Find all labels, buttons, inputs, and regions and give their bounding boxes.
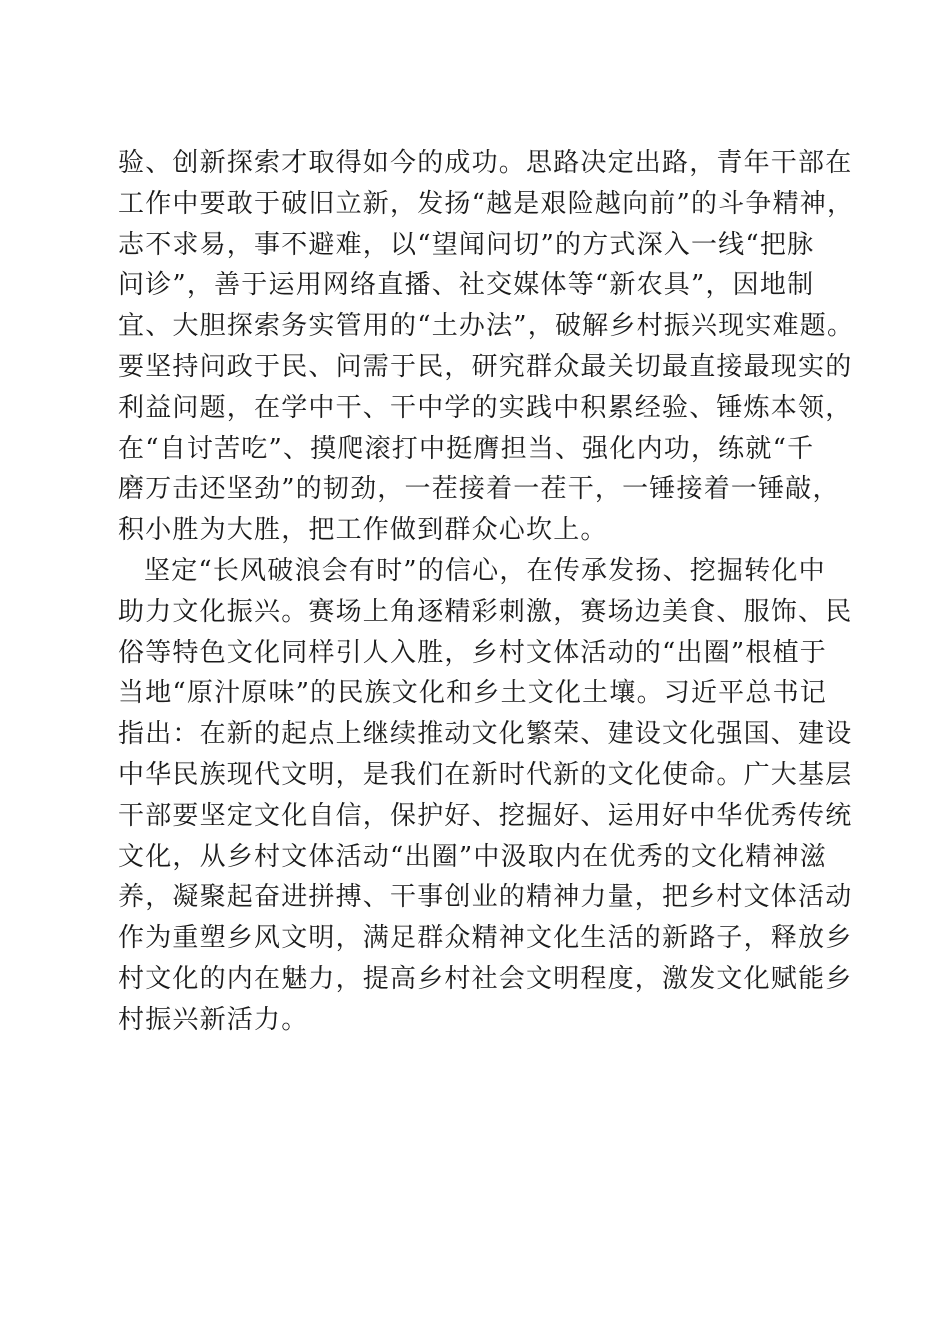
document-body bbox=[118, 143, 858, 1041]
text-line: 问诊”，善于运用网络直播、社交媒体等“新农具”，因地制 bbox=[118, 270, 815, 301]
text-line: 验、创新探索才取得如今的成功。思路决定出路，青年干部在 bbox=[118, 148, 853, 178]
text-line: 在“自讨苦吃”、摸爬滚打中挺膺担当、强化内功，练就“千 bbox=[118, 433, 815, 464]
text-line: 文化，从乡村文体活动“出圈”中汲取内在优秀的文化精神滋 bbox=[118, 841, 827, 872]
text-line: 养，凝聚起奋进拼搏、干事创业的精神力量，把乡村文体活动 bbox=[118, 882, 853, 913]
text-line: 要坚持问政于民、问需于民，研究群众最关切最直接最现实的 bbox=[118, 351, 853, 382]
text-line: 俗等特色文化同样引人入胜，乡村文体活动的“出圈”根植于 bbox=[118, 637, 827, 668]
text-line: 磨万击还坚劲”的韧劲，一茬接着一茬干，一锤接着一锤敲， bbox=[118, 474, 840, 505]
text-line: 当地“原汁原味”的民族文化和乡土文化土壤。习近平总书记 bbox=[118, 678, 827, 709]
text-line: 工作中要敢于破旧立新，发扬“越是艰险越向前”的斗争精神， bbox=[118, 188, 855, 219]
text-line: 中华民族现代文明，是我们在新时代新的文化使命。广大基层 bbox=[118, 759, 853, 790]
text-line: 利益问题，在学中干、干中学的实践中积累经验、锤炼本领， bbox=[118, 392, 853, 423]
text-line: 干部要坚定文化自信，保护好、挖掘好、运用好中华优秀传统 bbox=[118, 800, 853, 831]
text-line: 指出：在新的起点上继续推动文化繁荣、建设文化强国、建设 bbox=[118, 719, 853, 750]
paragraph-2 bbox=[118, 551, 858, 1041]
text-line: 积小胜为大胜，把工作做到群众心坎上。 bbox=[118, 515, 608, 546]
text-line: 村振兴新活力。 bbox=[118, 1004, 309, 1035]
text-line: 宜、大胆探索务实管用的“土办法”，破解乡村振兴现实难题。 bbox=[118, 311, 855, 342]
paragraph-1 bbox=[118, 143, 858, 551]
text-line: 志不求易，事不避难，以“望闻问切”的方式深入一线“把脉 bbox=[118, 229, 815, 260]
text-line: 作为重塑乡风文明，满足群众精神文化生活的新路子，释放乡 bbox=[118, 923, 853, 954]
text-line: 坚定“长风破浪会有时”的信心，在传承发扬、挖掘转化中 bbox=[144, 555, 826, 586]
text-line: 村文化的内在魅力，提高乡村社会文明程度，激发文化赋能乡 bbox=[118, 963, 853, 994]
text-line: 助力文化振兴。赛场上角逐精彩刺激，赛场边美食、服饰、民 bbox=[118, 596, 853, 627]
